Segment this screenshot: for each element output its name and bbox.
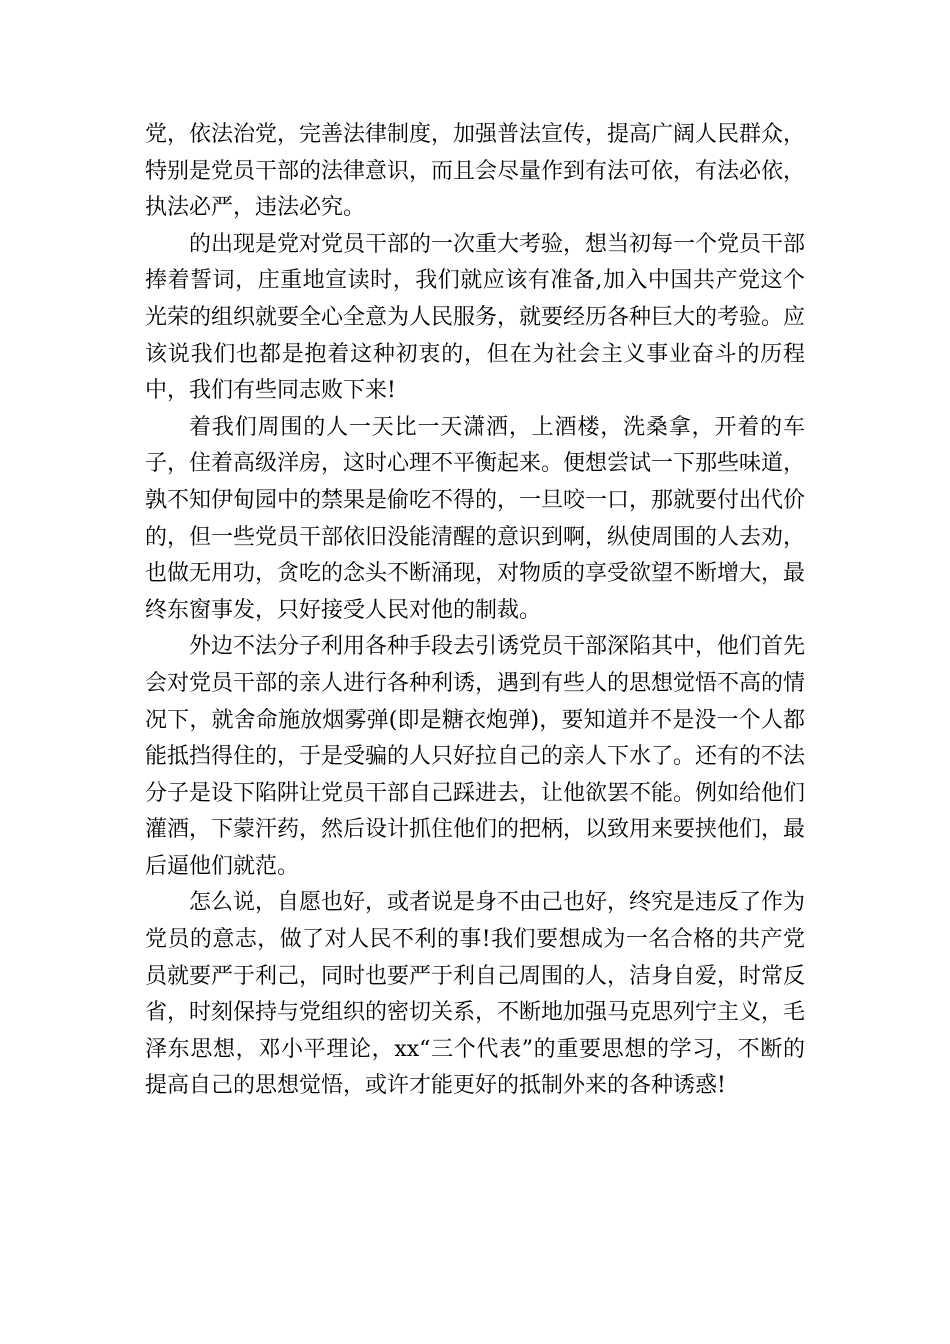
paragraph: 怎么说，自愿也好，或者说是身不由己也好，终究是违反了作为党员的意志，做了对人民不利的事!我们要想成为一名合格的共产党员就要严于利己，同时也要严于利自己周围的人，洁身自爱，时常反省，时刻保持与党组织的密切关系，不断地加强马克思列宁主义，毛泽东思想，邓小平理论，xx“三个代表”的重要思想的学习，不断的提高自己的思想觉悟，或许才能更好的抵制外来的各种诱惑! — [145, 890, 806, 1099]
paragraph: 外边不法分子利用各种手段去引诱党员干部深陷其中，他们首先会对党员干部的亲人进行各种利诱，遇到有些人的思想觉悟不高的情况下，就舍命施放烟雾弹(即是糖衣炮弹)，要知道并不是没一个人都能抵挡得住的，于是受骗的人只好拉自己的亲人下水了。还有的不法分子是设下陷阱让党员干部自己踩进去，让他欲罢不能。例如给他们灌酒，下蒙汗药，然后设计抓住他们的把柄，以致用来要挟他们，最后逼他们就范。 — [145, 634, 806, 879]
paragraph: 着我们周围的人一天比一天潇洒，上酒楼，洗桑拿，开着的车子，住着高级洋房，这时心理不平衡起来。便想尝试一下那些味道，孰不知伊甸园中的禁果是偷吃不得的，一旦咬一口，那就要付出代价的，但一些党员干部依旧没能清醒的意识到啊，纵使周围的人去劝，也做无用功，贪吃的念头不断涌现，对物质的享受欲望不断增大，最终东窗事发，只好接受人民对他的制裁。 — [145, 414, 806, 623]
document-body — [145, 117, 805, 1105]
paragraph: 的出现是党对党员干部的一次重大考验，想当初每一个党员干部捧着誓词，庄重地宣读时，我们就应该有准备,加入中国共产党这个光荣的组织就要全心全意为人民服务，就要经历各种巨大的考验。应该说我们也都是抱着这种初衷的，但在为社会主义事业奋斗的历程中，我们有些同志败下来! — [145, 231, 806, 404]
paragraph-continuation: 党，依法治党，完善法律制度，加强普法宣传，提高广阔人民群众，特别是党员干部的法律意识，而且会尽量作到有法可依，有法必依，执法必严，违法必究。 — [145, 122, 806, 221]
